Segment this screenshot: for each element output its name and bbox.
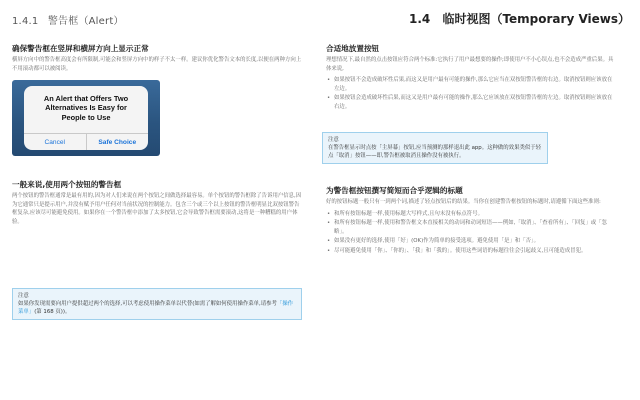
alert-actions [24, 133, 148, 150]
section-number: 1.4.1 [12, 16, 39, 27]
paragraph-two-buttons: 两个按钮的警告框通常是最有用的,因为对人们来说在两个按钮之间做选择最容易。单个按钮的警告框除了告诉用户信息,因为它通常只是提示用户,并没有赋予用户任何对当前状况的控制能力。包含三个或三个以上按钮的警告框明显比双按钮警告框复杂,应该尽可能避免使用。如果你在一个警告框中添加了太多按钮,它会导致警告框需要滚动,这将是一种糟糕的用户体验。 [12, 193, 302, 225]
heading-two-buttons: 一般来说,使用两个按钮的警告框 [12, 180, 122, 189]
action-sheet-link[interactable]: 「操作菜单」 [18, 301, 294, 315]
note-box-left [12, 288, 302, 320]
alert-title-line: An Alert that Offers Two [43, 94, 129, 103]
paragraph-button-titles: 好的按钮标题一般只有一到两个词,描述了轻点按钮后的结果。当你在创建警告框按钮的标题时,请遵循下面这些准则: [326, 199, 601, 205]
list-item: • 和所有按钮标题一样,使用和警告框文本直接相关的动词和动词短语——例如,「取消」、「查看所有」、「回复」或「忽略」。 [326, 219, 616, 236]
note-text-tail: (第 168 页))。 [34, 309, 71, 315]
list-item: • 尽可能避免使用「你」、「你的」、「我」和「我的」。使用这些词语的标题往往会引起歧义,且可能造成冒犯。 [326, 247, 616, 256]
note-text [18, 300, 296, 316]
chapter-number: 1.4 [408, 12, 431, 26]
running-header-right [409, 10, 630, 27]
heading-orientation: 确保警告框在竖屏和横屏方向上显示正常 [12, 44, 149, 53]
heading-button-titles: 为警告框按钮撰写简短而合乎逻辑的标题 [326, 186, 463, 195]
alert-dialog [24, 86, 148, 150]
note-text-body: 如果你发现需要向用户提供超过两个的选择,可以考虑使用操作菜单以代替(如需了解如何使用操作菜单,请参考 [18, 301, 277, 307]
heading-button-placement: 合适地放置按钮 [326, 44, 380, 53]
note-text: 在警告框显示时点按「主屏幕」按钮,应当预测的那样退出此 app。这种做的效果类似于轻点「取消」按钮——即,警告框被取消且操作没有被执行。 [328, 145, 542, 159]
right-column [326, 44, 616, 113]
alert-title-line: Alternatives Is Easy for [45, 103, 127, 113]
left-column [12, 44, 302, 73]
title-bullets [326, 210, 616, 256]
running-header-left [12, 12, 124, 27]
cancel-button: Cancel [44, 138, 66, 146]
section-title: 警告框（Alert） [47, 16, 124, 27]
list-item: • 如果按钮会造成破坏性后果,而这又是用户最有可能的操作,那么它应该放在双按钮警告框的左边。取消按钮则应该放在右边。 [326, 94, 616, 111]
list-item: • 和所有按钮标题一样,使用标题大写样式,且句末没有标点符号。 [326, 210, 616, 219]
chapter-title: 临时视图（Temporary Views） [442, 12, 630, 26]
list-item: • 如果没有更好的选择,使用「好」(OK)作为简单的接受选项。避免使用「是」和「否」。 [326, 237, 616, 246]
alert-screenshot [12, 80, 160, 156]
placement-bullets [326, 76, 616, 111]
alert-title [24, 86, 148, 131]
list-item: • 如果按钮不会造成破坏性后果,而这又是用户最有可能的操作,那么它应当在双按钮警告框的右边。取消按钮则应该放在左边。 [326, 76, 616, 93]
note-label: 注意 [18, 293, 29, 299]
right-column-lower [326, 186, 616, 257]
note-label: 注意 [328, 137, 339, 143]
note-box-right [322, 132, 548, 164]
left-column-lower [12, 180, 302, 226]
safe-choice-button: Safe Choice [86, 134, 149, 150]
paragraph-button-placement: 理想情况下,最自然的点击按钮应符合两个标准:它执行了用户最想要的操作;即使用户不小心误点,也不会造成严重后果。具体来说, [326, 57, 614, 72]
paragraph-orientation: 横屏方向中的警告框高度会有所限制,可能会和竖屏方向中的样子不太一样。建议你优化警告文本的长度,以便在两种方向上不用滚动都可以被阅读。 [12, 57, 302, 72]
alert-title-line: People to Use [61, 112, 111, 122]
